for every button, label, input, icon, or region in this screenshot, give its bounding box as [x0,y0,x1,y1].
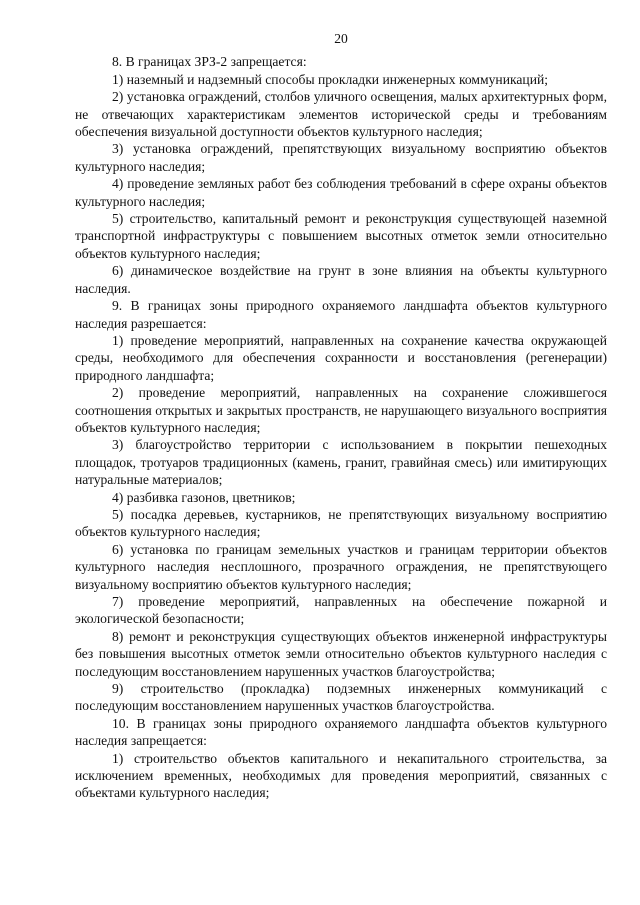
page-number: 20 [334,31,348,46]
paragraph: 1) строительство объектов капитального и некапитального строительства, за исключением временных, необходимых для проведения мероприятий, связанных с объектами культурного наследия; [75,750,607,801]
paragraph: 2) установка ограждений, столбов уличного освещения, малых архитектурных форм, не отвечающих характеристикам элементов исторической среды и требованиям обеспечения визуальной доступности объектов культурного наследия; [75,89,607,140]
paragraph: 5) строительство, капитальный ремонт и реконструкция существующей наземной транспортной инфраструктуры с повышением высотных отметок земли относительно объектов культурного наследия; [75,211,607,261]
paragraph: 1) наземный и надземный способы прокладки инженерных коммуникаций; [112,71,549,87]
paragraph: 9) строительство (прокладка) подземных инженерных коммуникаций с последующим восстановлением нарушенных участков благоустройства. [75,681,607,714]
paragraph: 6) динамическое воздействие на грунт в зоне влияния на объекты культурного наследия. [75,263,607,296]
paragraph: 3) благоустройство территории с использованием в покрытии пешеходных площадок, тротуаров традиционных (камень, гранит, гравийная смесь) или имитирующих натуральные материалов; [75,437,607,488]
paragraph: 8) ремонт и реконструкция существующих объектов инженерной инфраструктуры без повышения высотных отметок земли относительно объектов культурного наследия с последующим восстановлением нарушенных участков благоустройства; [75,628,607,679]
paragraph: 3) установка ограждений, препятствующих визуальному восприятию объектов культурного наследия; [75,141,607,174]
paragraph: 1) проведение мероприятий, направленных на сохранение качества окружающей среды, необходимого для обеспечения сохранности и восстановления (регенерации) природного ландшафта; [75,332,607,383]
paragraph: 10. В границах зоны природного охраняемого ландшафта объектов культурного наследия запрещается: [75,715,607,749]
paragraph: 8. В границах ЗРЗ-2 запрещается: [112,54,307,70]
document-page [75,30,607,802]
paragraph: 5) посадка деревьев, кустарников, не препятствующих визуальному восприятию объектов культурного наследия; [75,506,607,540]
paragraph: 4) проведение земляных работ без соблюдения требований в сфере охраны объектов культурного наследия; [75,176,607,209]
paragraph: 4) разбивка газонов, цветников; [112,489,296,505]
paragraph: 7) проведение мероприятий, направленных на обеспечение пожарной и экологической безопасности; [75,594,607,627]
paragraph: 6) установка по границам земельных участков и границам территории объектов культурного наследия несплошного, прозрачного ограждения, не препятствующего визуальному восприятию объектов культурного наследия; [75,541,607,592]
paragraph: 2) проведение мероприятий, направленных на сохранение сложившегося соотношения открытых и закрытых пространств, не нарушающего визуального восприятия объектов культурного наследия; [75,385,607,435]
paragraph: 9. В границах зоны природного охраняемого ландшафта объектов культурного наследия разрешается: [75,298,607,331]
